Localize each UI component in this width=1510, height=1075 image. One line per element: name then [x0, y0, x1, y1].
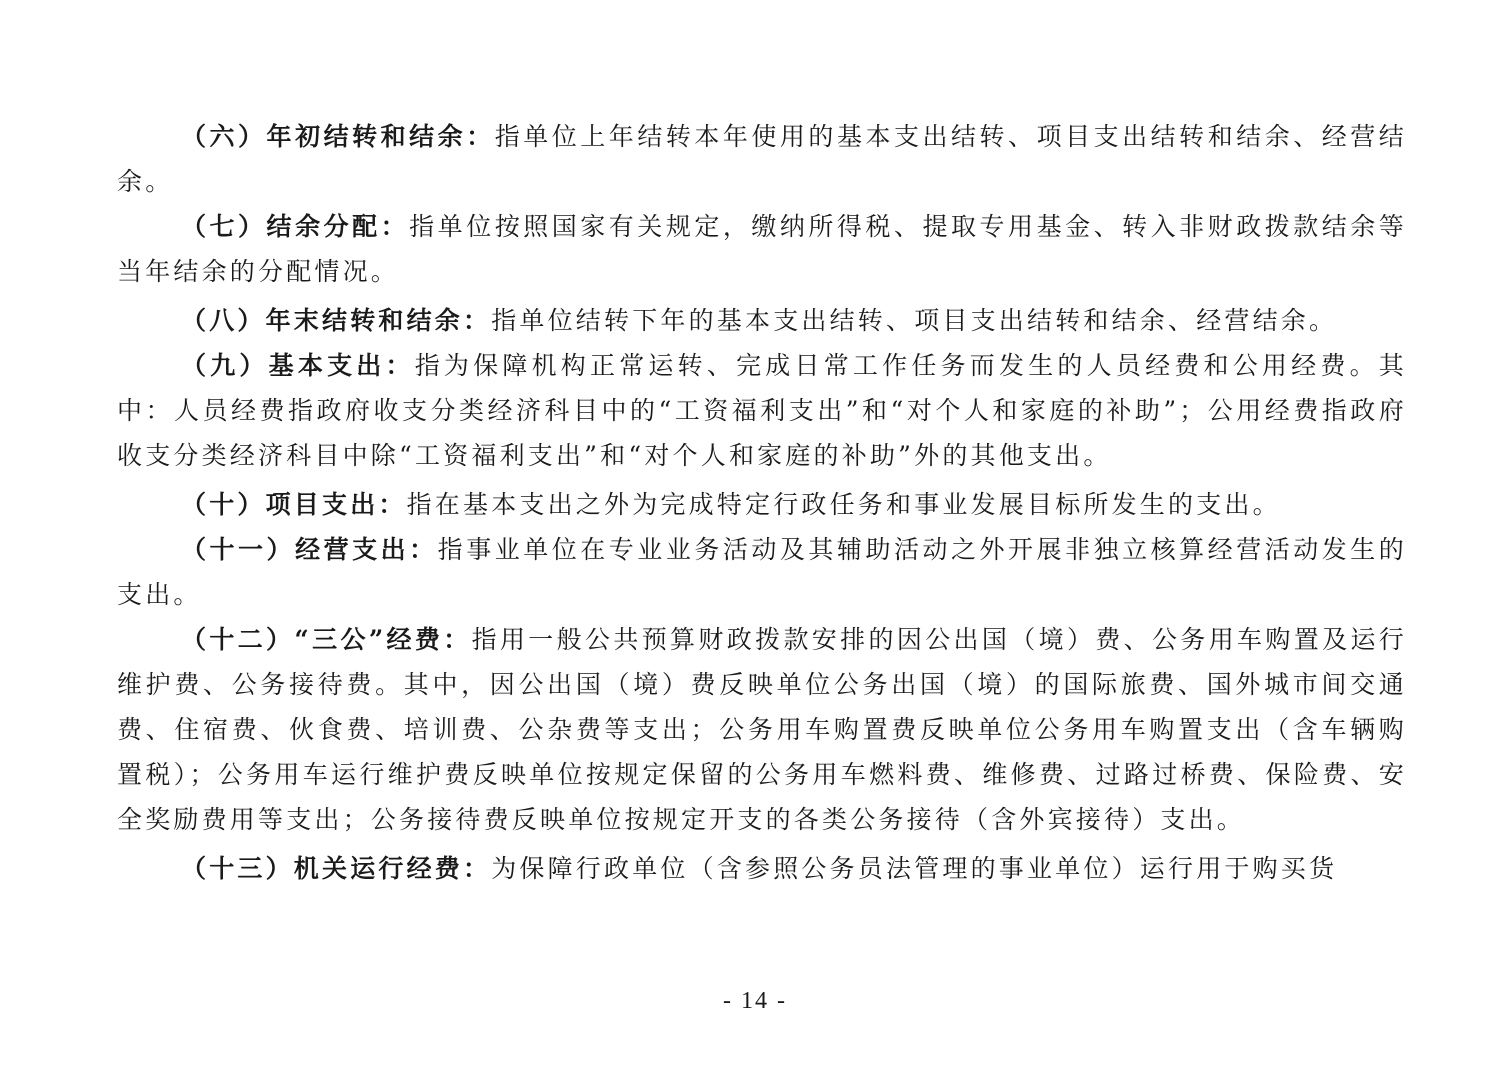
definition-11: 指事业单位在专业业务活动及其辅助活动之外开展非独立核算经营活动发生的支出。	[117, 535, 1407, 609]
paragraph-7	[117, 204, 1407, 294]
paragraph-11	[117, 527, 1407, 617]
paragraph-9	[117, 343, 1407, 478]
paragraph-13	[117, 846, 1407, 891]
term-6: （六）年初结转和结余：	[181, 122, 495, 151]
term-8: （八）年末结转和结余：	[181, 306, 492, 335]
definition-8: 指单位结转下年的基本支出结转、项目支出结转和结余、经营结余。	[491, 306, 1338, 335]
paragraph-10	[117, 482, 1407, 527]
definition-7: 指单位按照国家有关规定，缴纳所得税、提取专用基金、转入非财政拨款结余等当年结余的分配情况。	[117, 212, 1407, 286]
definition-12: 指用一般公共预算财政拨款安排的因公出国（境）费、公务用车购置及运行维护费、公务接待费。其中，因公出国（境）费反映单位公务出国（境）的国际旅费、国外城市间交通费、住宿费、伙食费、培训费、公杂费等支出；公务用车购置费反映单位公务用车购置支出（含车辆购置税）；公务用车运行维护费反映单位按规定保留的公务用车燃料费、维修费、过路过桥费、保险费、安全奖励费用等支出；公务接待费反映单位按规定开支的各类公务接待（含外宾接待）支出。	[117, 625, 1407, 834]
term-7: （七）结余分配：	[181, 212, 410, 241]
definition-10: 指在基本支出之外为完成特定行政任务和事业发展目标所发生的支出。	[406, 490, 1281, 519]
paragraph-6	[117, 114, 1407, 204]
definition-6: 指单位上年结转本年使用的基本支出结转、项目支出结转和结余、经营结余。	[117, 122, 1408, 196]
document-body	[117, 114, 1407, 891]
paragraph-8	[117, 298, 1407, 343]
term-11: （十一）经营支出：	[181, 535, 438, 564]
definition-9: 指为保障机构正常运转、完成日常工作任务而发生的人员经费和公用经费。其中：人员经费指政府收支分类经济科目中的“工资福利支出”和“对个人和家庭的补助”；公用经费指政府收支分类经济科目中除“工资福利支出”和“对个人和家庭的补助”外的其他支出。	[117, 351, 1407, 470]
term-12: （十二）“三公”经费：	[181, 625, 472, 654]
paragraph-12	[117, 617, 1407, 842]
term-10: （十）项目支出：	[181, 490, 407, 519]
term-13: （十三）机关运行经费：	[181, 854, 492, 883]
definition-13: 为保障行政单位（含参照公务员法管理的事业单位）运行用于购买货	[491, 854, 1338, 883]
page-number: - 14 -	[723, 988, 787, 1014]
term-9: （九）基本支出：	[181, 351, 415, 380]
